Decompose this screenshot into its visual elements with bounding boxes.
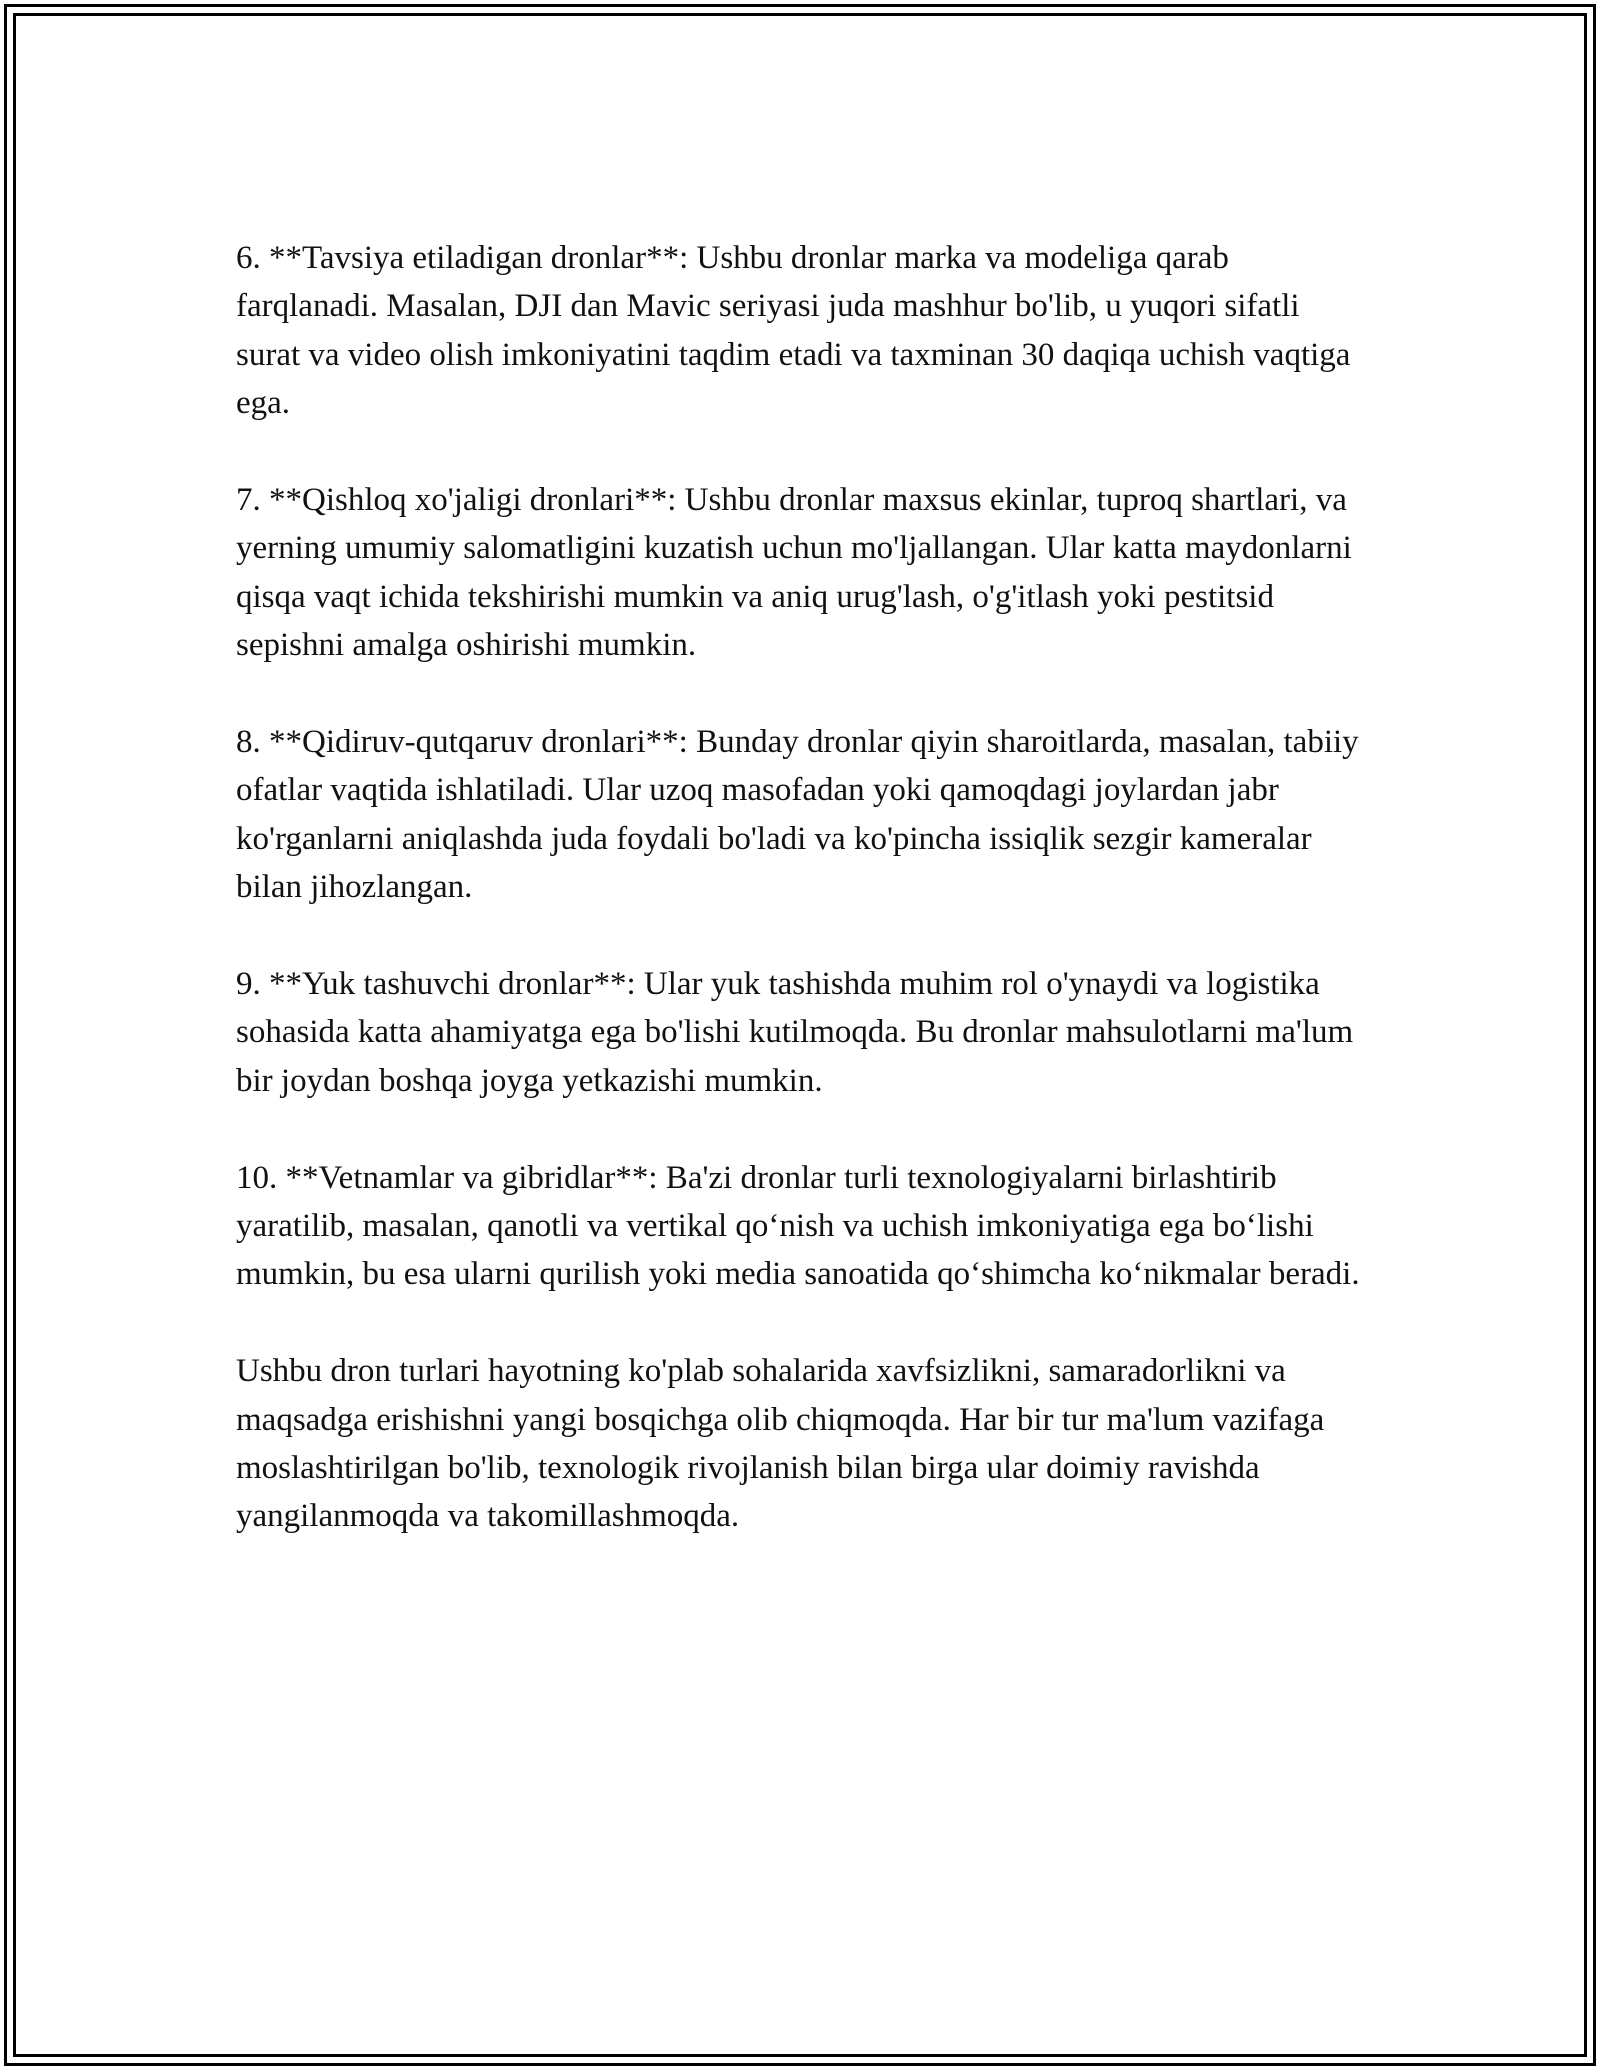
paragraph-item-6: 6. **Tavsiya etiladigan dronlar**: Ushbu dronlar marka va modeliga qarab farqlanadi. Masalan, DJI dan Mavic seriyasi juda mashhur bo'lib, u yuqori sifatli surat va video olish imkoniyatini taqdim etadi va taxminan 30 daqiqa uchish vaqtiga ega. <box>236 240 1351 422</box>
paragraph-item-9: 9. **Yuk tashuvchi dronlar**: Ular yuk tashishda muhim rol o'ynaydi va logistika sohasida katta ahamiyatga ega bo'lishi kutilmoqda. Bu dronlar mahsulotlarni ma'lum bir joydan boshqa joyga yetkazishi mumkin. <box>236 966 1354 1099</box>
paragraph-conclusion: Ushbu dron turlari hayotning ko'plab sohalarida xavfsizlikni, samaradorlikni va maqsadga erishishni yangi bosqichga olib chiqmoqda. Har bir tur ma'lum vazifaga moslashtirilgan bo'lib, texnologik rivojlanish bilan birga ular doimiy ravishda yangilanmoqda va takomillashmoqda. <box>236 1353 1325 1535</box>
paragraph-item-7: 7. **Qishloq xo'jaligi dronlari**: Ushbu dronlar maxsus ekinlar, tuproq shartlari, va yerning umumiy salomatligini kuzatish uchun mo'ljallangan. Ular katta maydonlarni qisqa vaqt ichida tekshirishi mumkin va aniq urug'lash, o'g'itlash yoki pestitsid sepishni amalga oshirishi mumkin. <box>236 482 1352 664</box>
paragraph-item-10: 10. **Vetnamlar va gibridlar**: Ba'zi dronlar turli texnologiyalarni birlashtirib yaratilib, masalan, qanotli va vertikal qo‘nish va uchish imkoniyatiga ega bo‘lishi mumkin, bu esa ularni qurilish yoki media sanoatida qo‘shimcha ko‘nikmalar beradi. <box>236 1159 1360 1293</box>
document-body <box>236 234 1371 1589</box>
paragraph-item-8: 8. **Qidiruv-qutqaruv dronlari**: Bunday dronlar qiyin sharoitlarda, masalan, tabiiy ofatlar vaqtida ishlatiladi. Ular uzoq masofadan yoki qamoqdagi joylardan jabr ko'rganlarni aniqlashda juda foydali bo'ladi va ko'pincha issiqlik sezgir kameralar bilan jihozlangan. <box>236 724 1359 906</box>
